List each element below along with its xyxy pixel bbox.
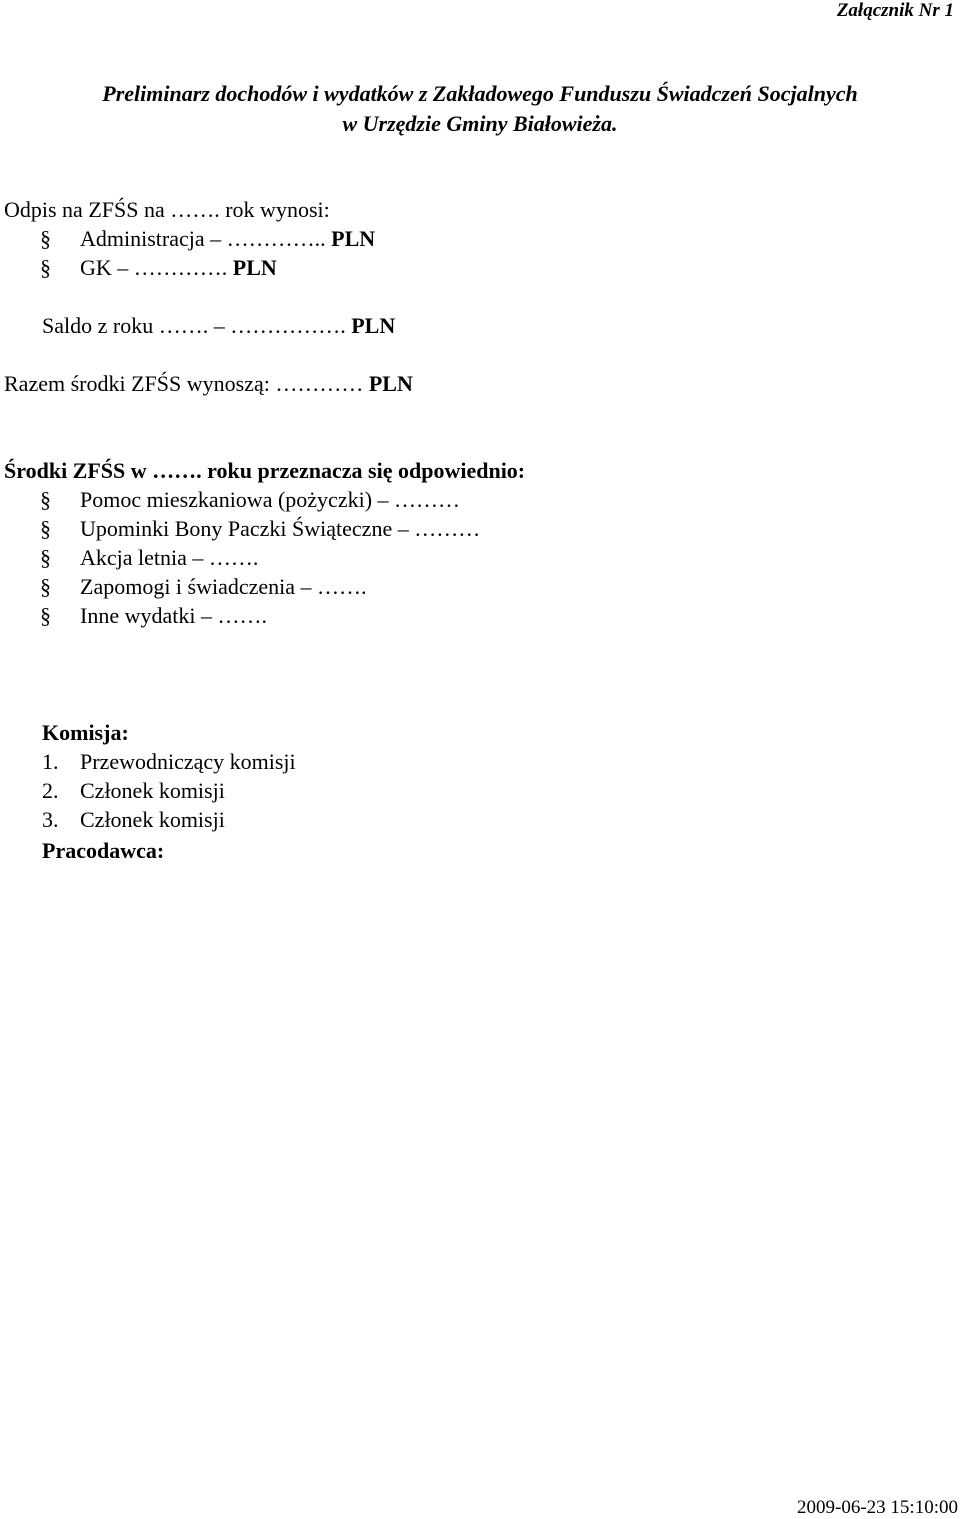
srodki-item-label: Upominki Bony Paczki Świąteczne – ……… [80, 516, 481, 541]
section-bullet-icon: § [40, 574, 51, 599]
srodki-item-label: Zapomogi i świadczenia – ……. [80, 574, 367, 599]
komisja-member [42, 806, 225, 834]
srodki-item [40, 544, 258, 572]
saldo-label: Saldo z roku ……. – ……………. [42, 313, 346, 338]
employer-label: Pracodawca: [42, 838, 165, 863]
member-number: 1. [42, 749, 59, 774]
section-bullet-icon: § [40, 226, 51, 251]
member-number: 2. [42, 778, 59, 803]
saldo-currency: PLN [351, 313, 396, 338]
odpis-item-currency: PLN [331, 226, 376, 251]
member-label: Członek komisji [80, 807, 225, 832]
member-number: 3. [42, 807, 59, 832]
section-bullet-icon: § [40, 255, 51, 280]
komisja-member [42, 748, 296, 776]
title-line-1: Preliminarz dochodów i wydatków z Zakładowego Funduszu Świadczeń Socjalnych [102, 81, 858, 106]
razem-line [4, 370, 413, 398]
odpis-item-label: Administracja – ………….. [80, 226, 326, 251]
srodki-item [40, 602, 267, 630]
srodki-item-label: Inne wydatki – ……. [80, 603, 267, 628]
section-bullet-icon: § [40, 545, 51, 570]
member-label: Członek komisji [80, 778, 225, 803]
odpis-item-label: GK – …………. [80, 255, 228, 280]
odpis-intro: Odpis na ZFŚS na ……. rok wynosi: [4, 197, 330, 222]
srodki-item-label: Pomoc mieszkaniowa (pożyczki) – ……… [80, 487, 461, 512]
saldo-line [42, 312, 395, 340]
odpis-item-currency: PLN [232, 255, 277, 280]
odpis-item-gk [40, 254, 277, 282]
member-label: Przewodniczący komisji [80, 749, 296, 774]
srodki-item-label: Akcja letnia – ……. [80, 545, 259, 570]
annex-label: Załącznik Nr 1 [836, 0, 954, 21]
srodki-heading: Środki ZFŚS w ……. roku przeznacza się odpowiednio: [4, 458, 526, 483]
section-bullet-icon: § [40, 603, 51, 628]
razem-currency: PLN [368, 371, 413, 396]
razem-label: Razem środki ZFŚS wynoszą: ………… [4, 371, 364, 396]
komisja-heading: Komisja: [42, 720, 129, 745]
srodki-item [40, 515, 480, 543]
komisja-member [42, 777, 225, 805]
odpis-item-administracja [40, 225, 375, 253]
section-bullet-icon: § [40, 516, 51, 541]
document-title [0, 79, 960, 139]
print-timestamp: 2009-06-23 15:10:00 [797, 1497, 958, 1518]
title-line-2: w Urzędzie Gminy Białowieża. [342, 111, 618, 136]
srodki-item [40, 573, 367, 601]
section-bullet-icon: § [40, 487, 51, 512]
srodki-item [40, 486, 460, 514]
